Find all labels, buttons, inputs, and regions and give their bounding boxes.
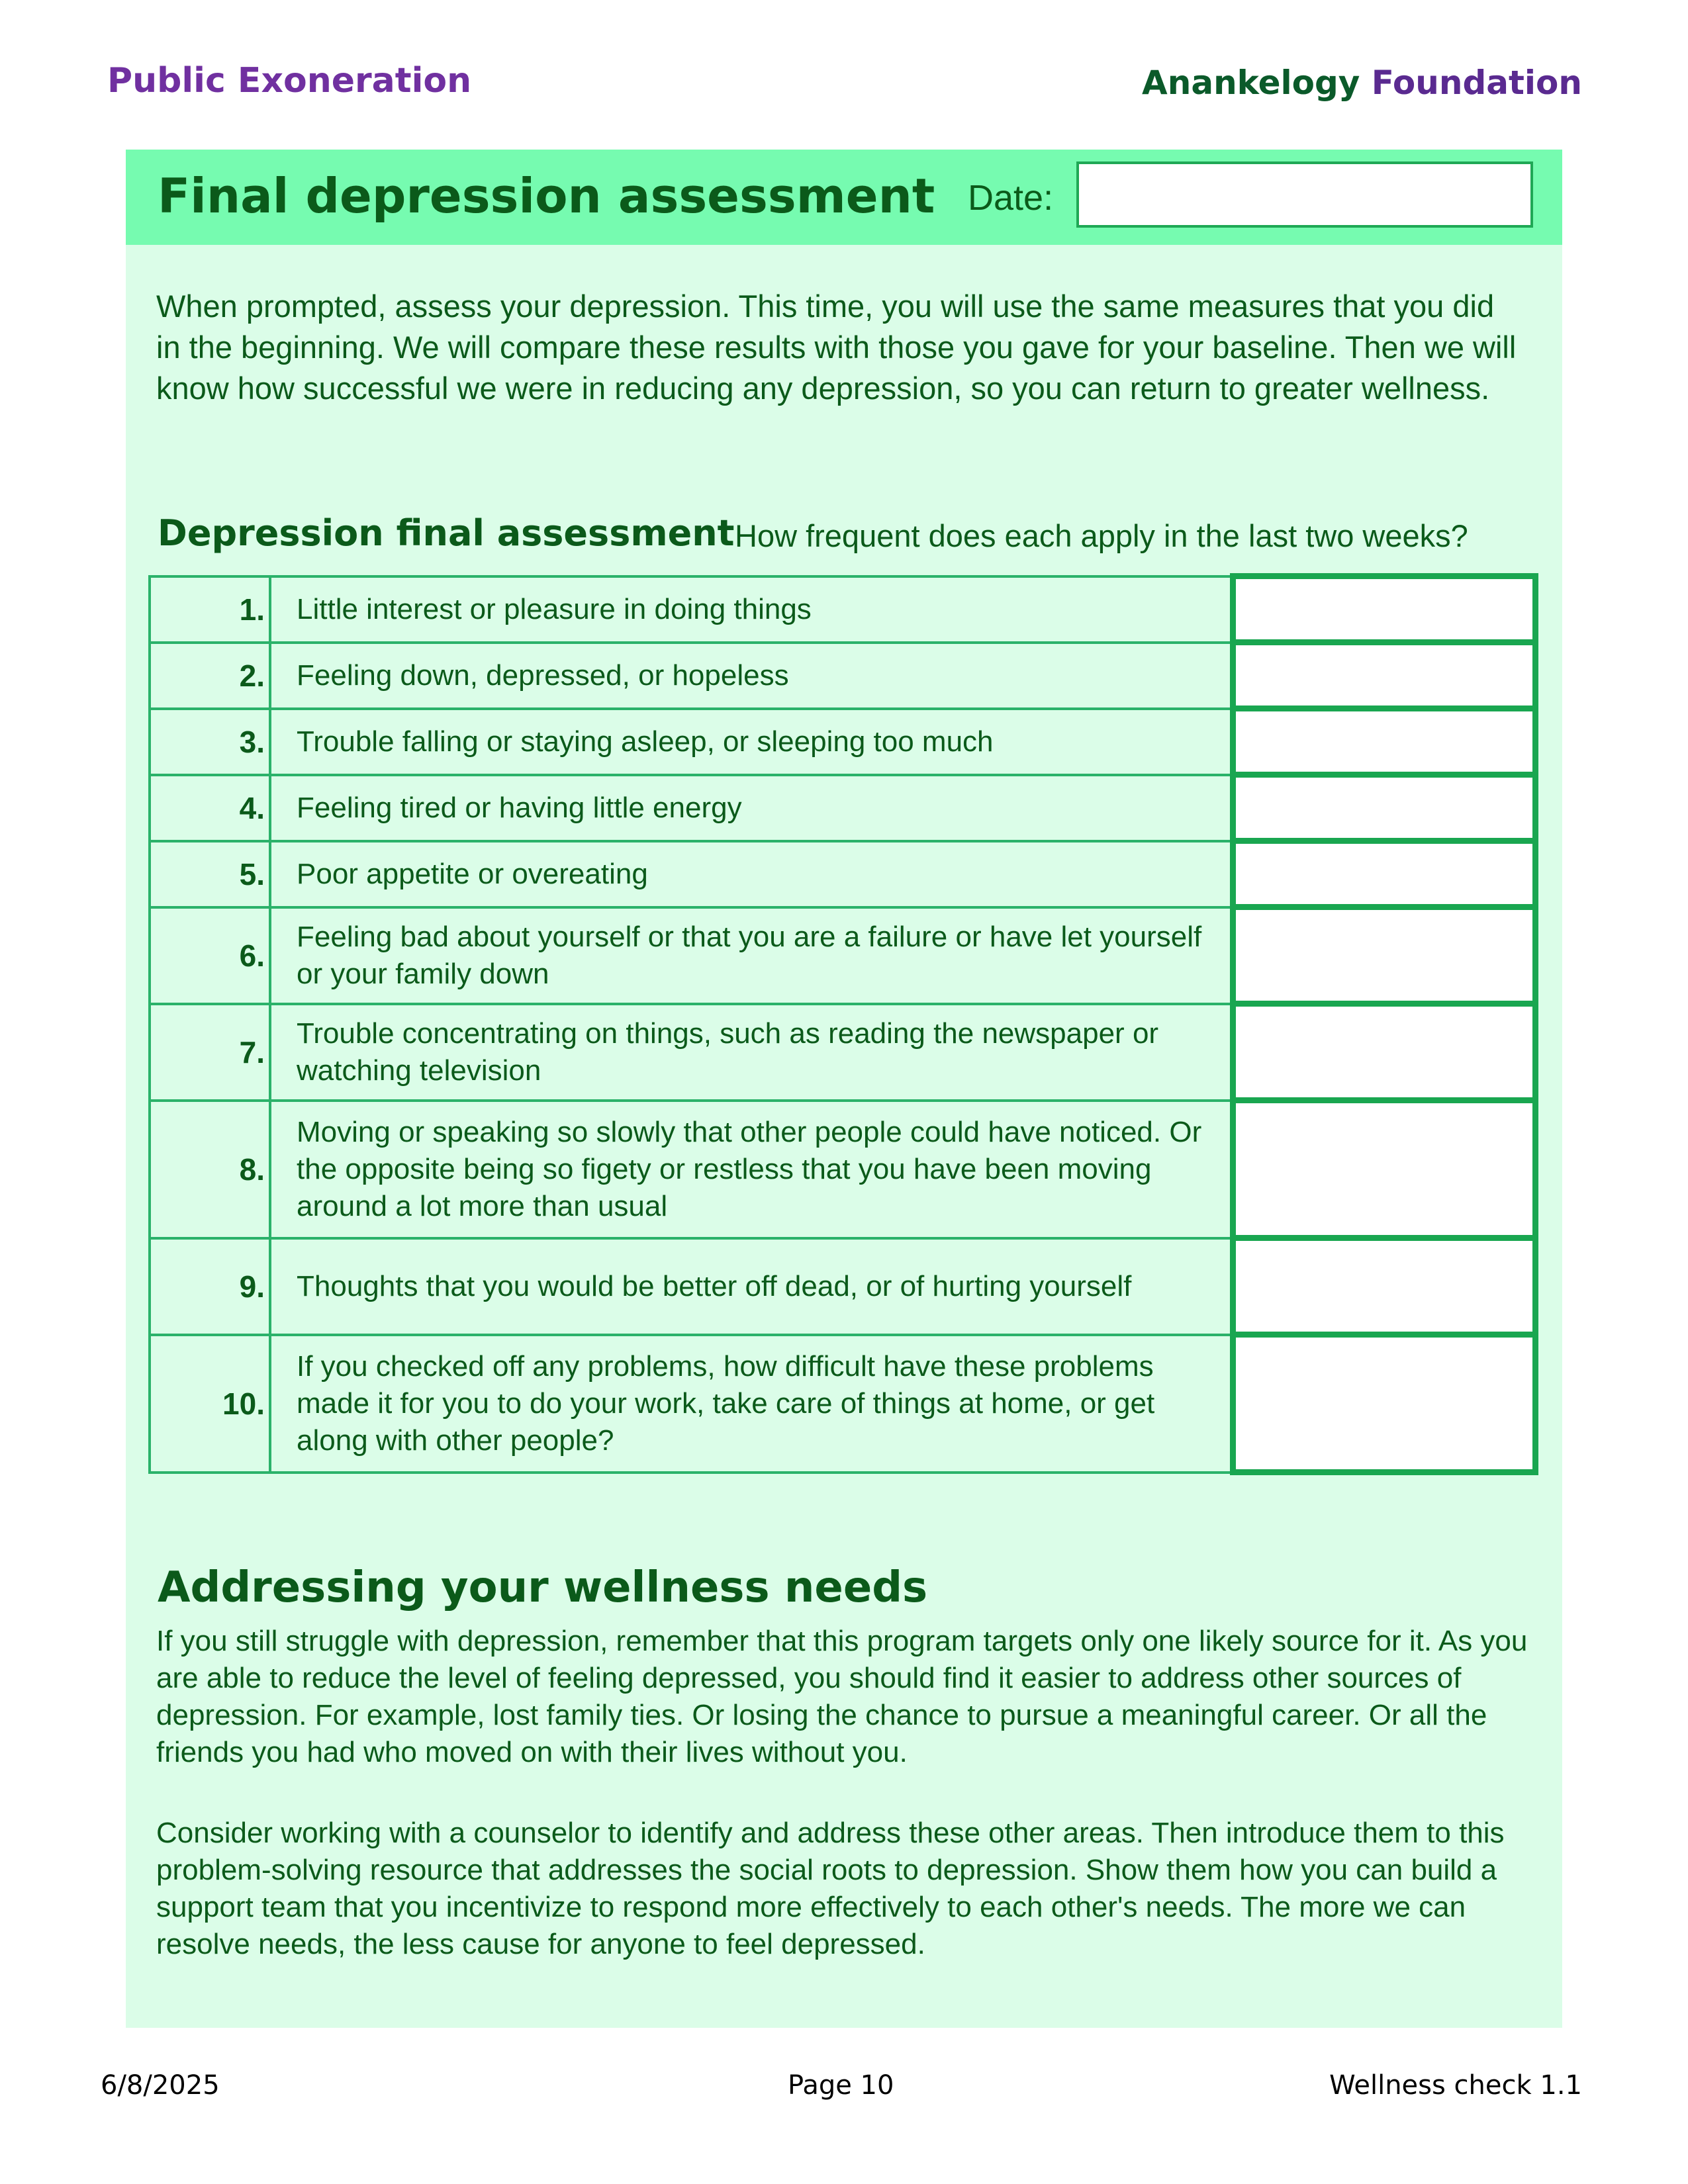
date-label: Date: xyxy=(968,178,1054,218)
item-text: If you checked off any problems, how difficult have these problems made it for you to do your work, take care of things at home, or get along with other people? xyxy=(270,1335,1233,1473)
wellness-paragraph-2: Consider working with a counselor to identify and address these other areas. Then introduce them to this problem-solving resource that addresses the social roots to depression. Show them how you can build a support team that you incentivize to respond more effectively to each other's needs. The more we can resolve needs, the less cause for anyone to feel depressed. xyxy=(156,1817,1505,1960)
item-number: 5. xyxy=(150,841,270,907)
form-title: Final depression assessment xyxy=(158,168,935,224)
answer-field[interactable] xyxy=(1233,1238,1536,1335)
assessment-question: How frequent does each apply in the last two weeks? xyxy=(735,518,1468,553)
item-text: Feeling tired or having little energy xyxy=(270,775,1233,841)
table-row xyxy=(150,1335,1536,1473)
header-left-title: Public Exoneration xyxy=(107,61,472,101)
title-band xyxy=(126,150,1562,245)
table-row xyxy=(150,709,1536,775)
answer-field[interactable] xyxy=(1233,841,1536,907)
item-text: Thoughts that you would be better off dead, or of hurting yourself xyxy=(270,1238,1233,1335)
item-text: Feeling down, depressed, or hopeless xyxy=(270,643,1233,709)
table-row xyxy=(150,775,1536,841)
assessment-title: Depression final assessment xyxy=(158,512,735,554)
item-text: Feeling bad about yourself or that you are a failure or have let yourself or your family down xyxy=(270,907,1233,1004)
footer-doc-version: Wellness check 1.1 xyxy=(1329,2070,1582,2101)
item-number: 8. xyxy=(150,1101,270,1238)
item-number: 1. xyxy=(150,576,270,643)
form-panel xyxy=(126,150,1562,2028)
item-text: Poor appetite or overeating xyxy=(270,841,1233,907)
header-right-title xyxy=(1142,64,1582,102)
footer-date: 6/8/2025 xyxy=(101,2070,220,2101)
item-number: 10. xyxy=(150,1335,270,1473)
answer-field[interactable] xyxy=(1233,775,1536,841)
answer-field[interactable] xyxy=(1233,1335,1536,1473)
assessment-table xyxy=(148,573,1538,1475)
item-number: 4. xyxy=(150,775,270,841)
item-number: 9. xyxy=(150,1238,270,1335)
wellness-paragraph-1: If you still struggle with depression, remember that this program targets only one likely source for it. As you are able to reduce the level of feeling depressed, you should find it easier to address other sources of depression. For example, lost family ties. Or losing the chance to pursue a meaningful career. Or all the friends you had who moved on with their lives without you. xyxy=(156,1625,1528,1768)
answer-field[interactable] xyxy=(1233,907,1536,1004)
item-number: 7. xyxy=(150,1004,270,1101)
item-text: Moving or speaking so slowly that other people could have noticed. Or the opposite being so figety or restless that you have been moving around a lot more than usual xyxy=(270,1101,1233,1238)
answer-field[interactable] xyxy=(1233,1101,1536,1238)
wellness-title: Addressing your wellness needs xyxy=(158,1563,928,1612)
answer-field[interactable] xyxy=(1233,643,1536,709)
answer-field[interactable] xyxy=(1233,709,1536,775)
table-row xyxy=(150,841,1536,907)
item-text: Little interest or pleasure in doing things xyxy=(270,576,1233,643)
item-number: 3. xyxy=(150,709,270,775)
item-text: Trouble falling or staying asleep, or sleeping too much xyxy=(270,709,1233,775)
table-row xyxy=(150,907,1536,1004)
intro-text: When prompted, assess your depression. This time, you will use the same measures that you did in the beginning. We will compare these results with those you gave for your baseline. Then we will know how successful we were in reducing any depression, so you can return to greater wellness. xyxy=(156,289,1517,406)
table-row xyxy=(150,1101,1536,1238)
answer-field[interactable] xyxy=(1233,1004,1536,1101)
header-right-part2: Foundation xyxy=(1371,64,1582,102)
table-row xyxy=(150,643,1536,709)
item-text: Trouble concentrating on things, such as reading the newspaper or watching television xyxy=(270,1004,1233,1101)
footer-page-number: Page 10 xyxy=(788,2070,894,2101)
answer-field[interactable] xyxy=(1233,576,1536,643)
item-number: 2. xyxy=(150,643,270,709)
table-row xyxy=(150,1004,1536,1101)
table-row xyxy=(150,576,1536,643)
table-row xyxy=(150,1238,1536,1335)
item-number: 6. xyxy=(150,907,270,1004)
header-right-part1: Anankelogy xyxy=(1142,64,1360,102)
date-field[interactable] xyxy=(1076,161,1533,228)
